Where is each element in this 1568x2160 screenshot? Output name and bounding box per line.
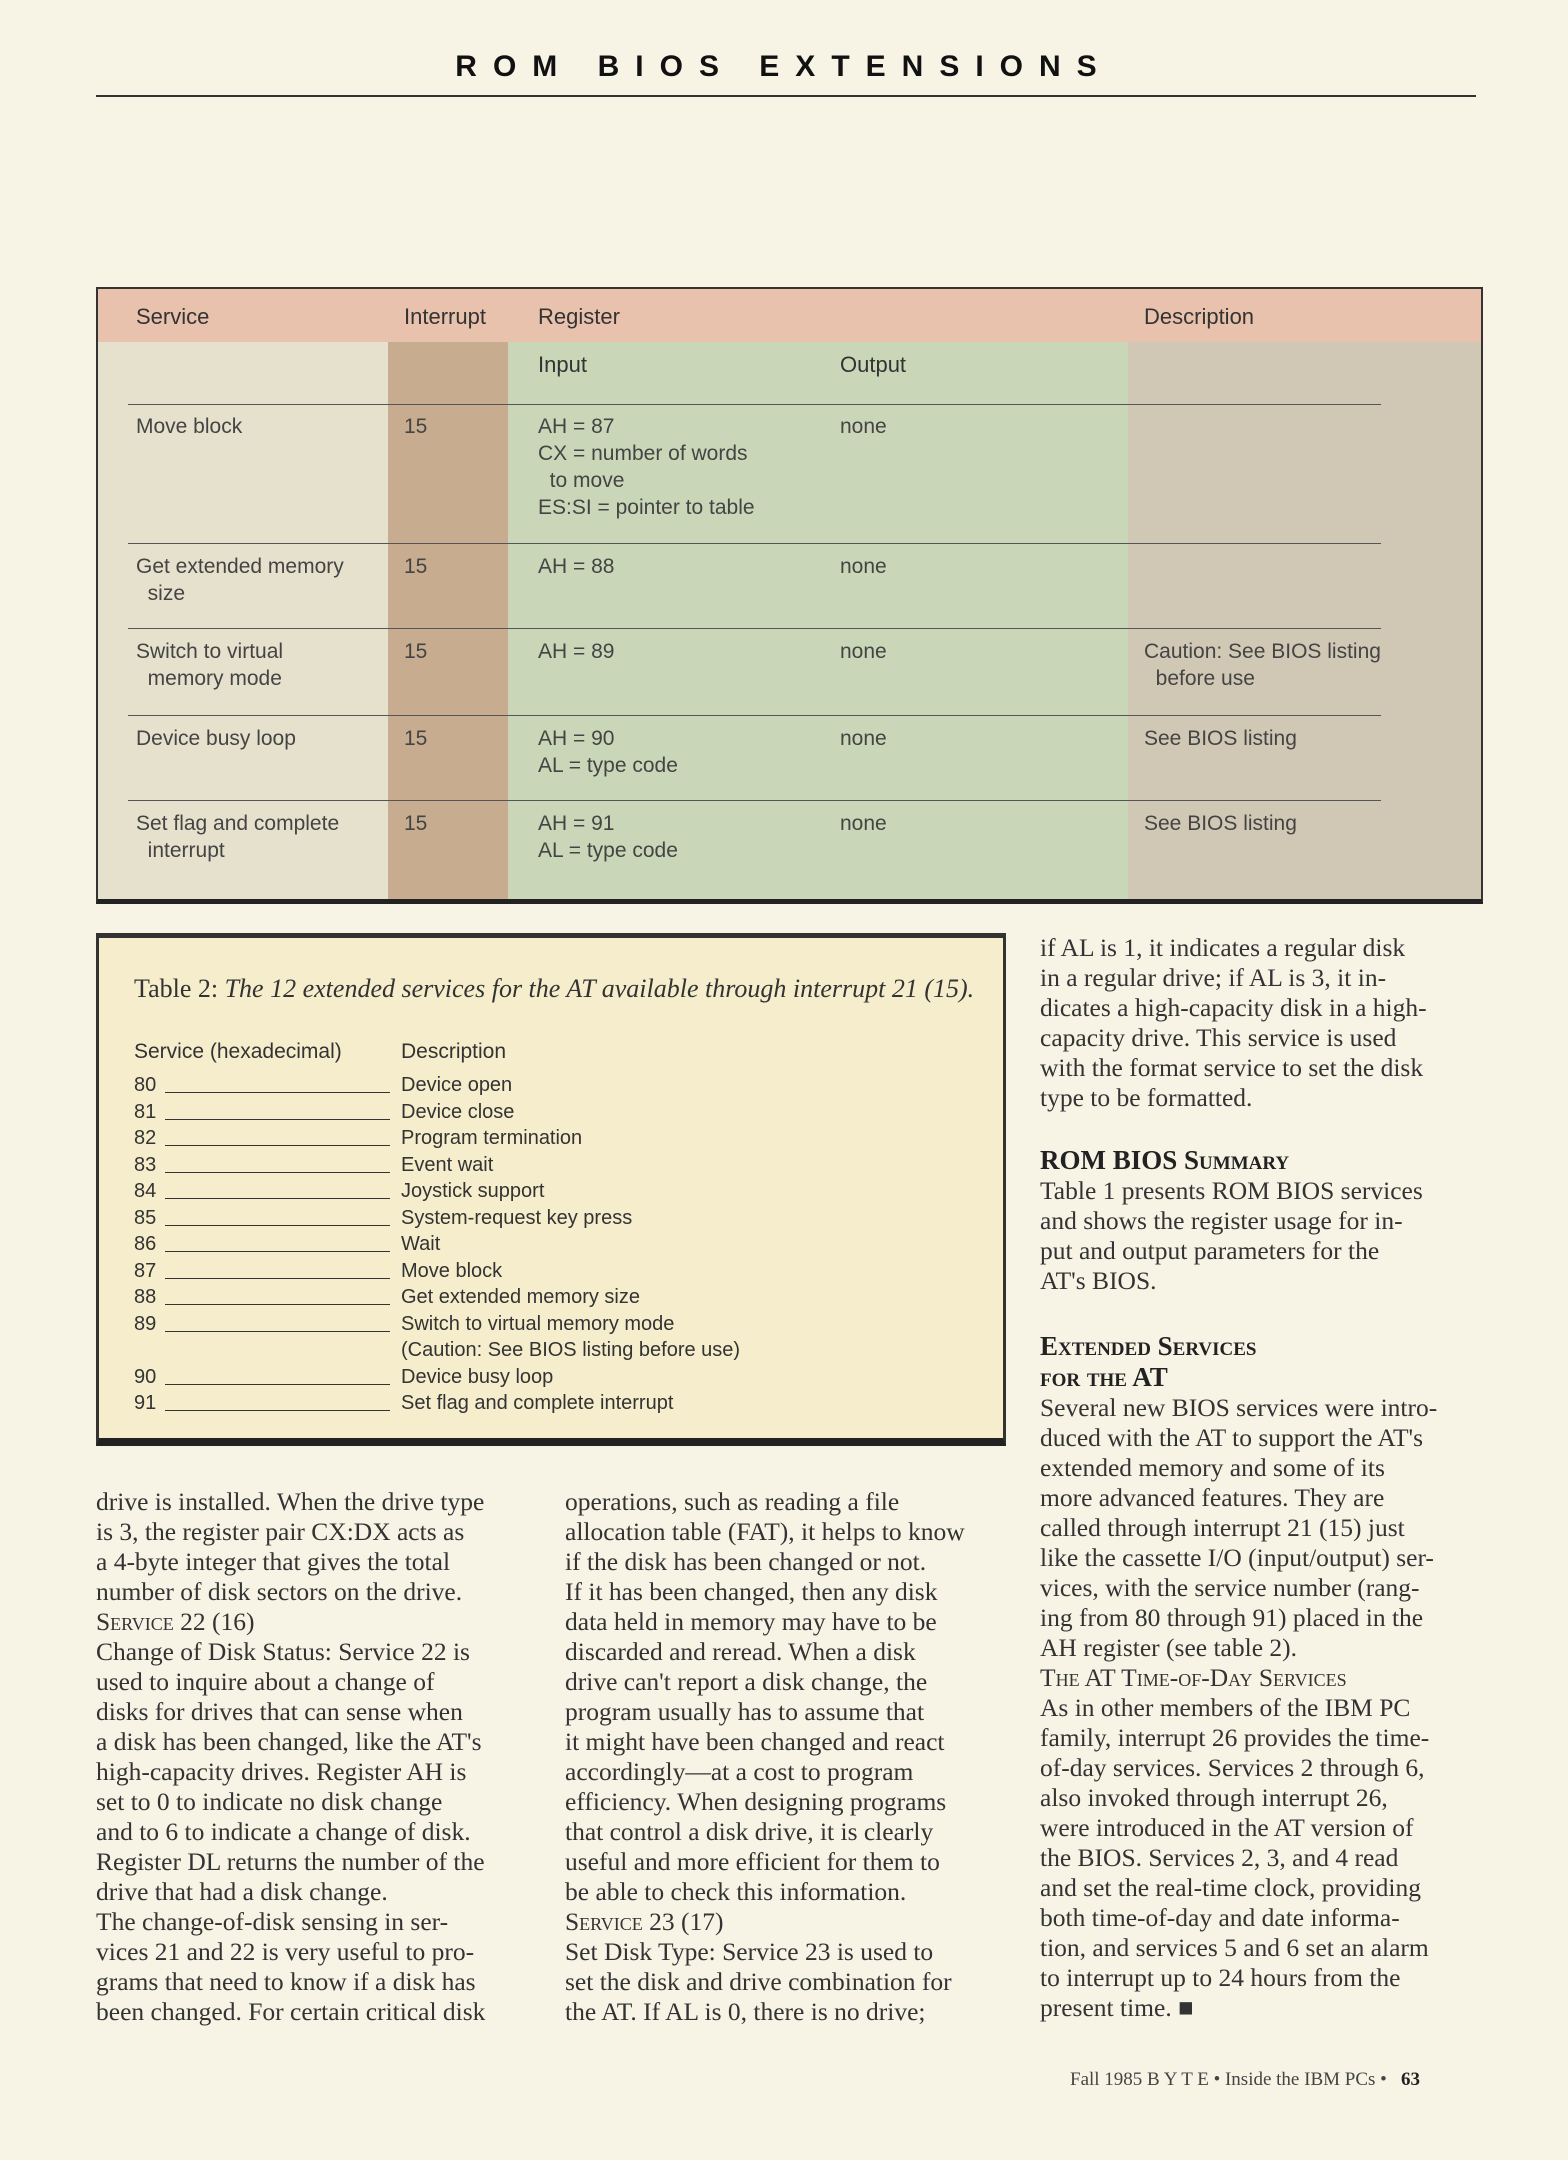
leader-line	[165, 1172, 390, 1173]
text-line: The change-of-disk sensing in ser-	[96, 1907, 449, 1936]
table-row-input: AH = 87 CX = number of words to move ES:SI = pointer to table	[538, 415, 755, 519]
text-line: data held in memory may have to be	[565, 1607, 937, 1636]
text-line: AH register (see table 2).	[1040, 1633, 1298, 1662]
table-row-service: Set flag and complete interrupt	[136, 812, 340, 862]
time-of-day-heading: The AT Time-of-Day Services	[1040, 1663, 1347, 1692]
text-line: called through interrupt 21 (15) just	[1040, 1513, 1405, 1542]
table-row-input: AH = 88	[538, 555, 615, 578]
list-item	[99, 1390, 999, 1416]
summary-heading: ROM BIOS Summary	[1040, 1145, 1290, 1175]
text-line: it might have been changed and react	[565, 1727, 945, 1756]
text-line: vices, with the service number (rang-	[1040, 1573, 1420, 1602]
col-header-input: Input	[538, 352, 587, 377]
text-line: operations, such as reading a file	[565, 1487, 900, 1516]
table-row-input: AH = 90 AL = type code	[538, 727, 678, 777]
service-code: 90	[134, 1365, 157, 1388]
text-line: set the disk and drive combination for	[565, 1967, 952, 1996]
list-item	[99, 1205, 999, 1231]
text-line: with the format service to set the disk	[1040, 1053, 1424, 1082]
text-line: disks for drives that can sense when	[96, 1697, 463, 1726]
text-line: in a regular drive; if AL is 3, it in-	[1040, 963, 1387, 992]
text-line: also invoked through interrupt 26,	[1040, 1783, 1388, 1812]
text-line: extended memory and some of its	[1040, 1453, 1385, 1482]
table-row-interrupt: 15	[404, 415, 428, 438]
service-code: 91	[134, 1392, 157, 1414]
page-number: 63	[1401, 2069, 1421, 2090]
extended-heading-line-1: Extended Services	[1040, 1331, 1257, 1361]
table-row-output: none	[840, 555, 887, 578]
text-line: both time-of-day and date informa-	[1040, 1903, 1400, 1932]
table-row-service: Get extended memory size	[136, 555, 344, 605]
service-code: 89	[134, 1312, 157, 1335]
leader-line	[165, 1198, 390, 1199]
extended-heading-line-2: for the AT	[1040, 1362, 1168, 1392]
leader-line	[165, 1145, 390, 1146]
text-line: put and output parameters for the	[1040, 1236, 1380, 1265]
text-line: Service 23 (17)	[565, 1907, 724, 1936]
text-line: family, interrupt 26 provides the time-	[1040, 1723, 1430, 1752]
text-line: set to 0 to indicate no disk change	[96, 1787, 443, 1816]
service-description: Switch to virtual memory mode	[401, 1312, 675, 1335]
leader-line	[165, 1092, 390, 1093]
text-line: If it has been changed, then any disk	[565, 1577, 938, 1606]
text-line: tion, and services 5 and 6 set an alarm	[1040, 1933, 1429, 1962]
table-row-interrupt: 15	[404, 555, 428, 578]
table-2-col-description: Description	[401, 1040, 507, 1063]
leader-line	[165, 1331, 390, 1332]
text-line: a disk has been changed, like the AT's	[96, 1727, 482, 1756]
service-description: Device open	[401, 1074, 513, 1096]
text-line: to interrupt up to 24 hours from the	[1040, 1963, 1401, 1992]
summary-text	[1040, 1176, 1423, 1296]
table-row-output: none	[840, 727, 887, 750]
text-line: accordingly—at a cost to program	[565, 1757, 914, 1786]
text-line: program usually has to assume that	[565, 1697, 925, 1726]
leader-line	[165, 1119, 390, 1120]
text-line: efficiency. When designing programs	[565, 1787, 947, 1816]
service-code: 82	[134, 1127, 157, 1149]
text-line: used to inquire about a change of	[96, 1667, 435, 1696]
text-line: if AL is 1, it indicates a regular disk	[1040, 933, 1406, 962]
list-item	[99, 1364, 999, 1390]
list-item	[99, 1152, 999, 1178]
service-description: Event wait	[401, 1153, 494, 1176]
text-line: been changed. For certain critical disk	[96, 1997, 486, 2026]
list-item	[99, 1284, 999, 1310]
text-line: more advanced features. They are	[1040, 1483, 1385, 1512]
table-1-header-row	[98, 289, 1481, 342]
text-line: drive is installed. When the drive type	[96, 1487, 485, 1516]
text-line: useful and more efficient for them to	[565, 1847, 940, 1876]
service-code: 83	[134, 1153, 157, 1176]
leader-line	[165, 1410, 390, 1411]
service-code: 88	[134, 1286, 157, 1308]
text-line: allocation table (FAT), it helps to know	[565, 1517, 965, 1546]
table-row-interrupt: 15	[404, 727, 428, 750]
service-description: (Caution: See BIOS listing before use)	[401, 1339, 741, 1361]
service-description: Device busy loop	[401, 1365, 554, 1388]
col-header-interrupt: Interrupt	[404, 304, 486, 329]
list-item	[99, 1178, 999, 1204]
leader-line	[165, 1304, 390, 1305]
service-code: 84	[134, 1180, 157, 1202]
table-row-output: none	[840, 415, 887, 438]
leader-line	[165, 1278, 390, 1279]
col-header-service: Service	[136, 304, 210, 329]
service-code: 87	[134, 1259, 157, 1282]
service-description: Move block	[401, 1259, 503, 1282]
col-header-register: Register	[538, 304, 620, 329]
table-row-input: AH = 89	[538, 640, 615, 663]
text-line: Change of Disk Status: Service 22 is	[96, 1637, 470, 1666]
text-line: duced with the AT to support the AT's	[1040, 1423, 1424, 1452]
list-item	[99, 1337, 999, 1363]
service-description: Get extended memory size	[401, 1286, 640, 1308]
leader-line	[165, 1251, 390, 1252]
head-rule	[96, 95, 1476, 97]
body-column-3-top	[1040, 933, 1427, 1113]
service-description: Device close	[401, 1100, 515, 1123]
service-description: Set flag and complete interrupt	[401, 1392, 674, 1414]
table-2-col-service: Service (hexadecimal)	[134, 1040, 342, 1063]
table-row-service: Device busy loop	[136, 727, 296, 750]
text-line: AT's BIOS.	[1040, 1266, 1157, 1295]
text-line: grams that need to know if a disk has	[96, 1967, 476, 1996]
table-row-interrupt: 15	[404, 812, 428, 835]
text-line: Set Disk Type: Service 23 is used to	[565, 1937, 934, 1966]
text-line: Table 1 presents ROM BIOS services	[1040, 1176, 1423, 1205]
leader-line	[165, 1225, 390, 1226]
list-item	[99, 1099, 999, 1125]
table-row-input: AH = 91 AL = type code	[538, 812, 678, 862]
text-line: capacity drive. This service is used	[1040, 1023, 1397, 1052]
leader-line	[165, 1384, 390, 1385]
text-line: high-capacity drives. Register AH is	[96, 1757, 467, 1786]
service-description: System-request key press	[401, 1206, 633, 1229]
service-code: 80	[134, 1074, 157, 1096]
table-row-service: Move block	[136, 415, 243, 438]
service-code: 81	[134, 1100, 157, 1123]
page-footer: Fall 1985 B Y T E • Inside the IBM PCs • 63	[1070, 2069, 1421, 2090]
text-line: Register DL returns the number of the	[96, 1847, 485, 1876]
list-item	[99, 1311, 999, 1337]
text-line: Service 22 (16)	[96, 1607, 255, 1636]
body-column-2	[565, 1487, 965, 2027]
text-line: dicates a high-capacity disk in a high-	[1040, 993, 1427, 1022]
table-2	[96, 933, 1006, 1446]
text-line: Several new BIOS services were intro-	[1040, 1393, 1438, 1422]
list-item	[99, 1231, 999, 1257]
text-line: that control a disk drive, it is clearly	[565, 1817, 934, 1846]
text-line: like the cassette I/O (input/output) ser-	[1040, 1543, 1434, 1572]
table-row-output: none	[840, 812, 887, 835]
text-line: drive that had a disk change.	[96, 1877, 388, 1906]
col-header-description: Description	[1144, 304, 1255, 329]
text-line: type to be formatted.	[1040, 1083, 1253, 1112]
text-line: if the disk has been changed or not.	[565, 1547, 927, 1576]
table-row-interrupt: 15	[404, 640, 428, 663]
table-row-description: See BIOS listing	[1144, 812, 1297, 835]
text-line: were introduced in the AT version of	[1040, 1813, 1414, 1842]
table-row-output: none	[840, 640, 887, 663]
table-row-description: Caution: See BIOS listing before use	[1144, 640, 1381, 690]
text-line: the BIOS. Services 2, 3, and 4 read	[1040, 1843, 1399, 1872]
service-description: Program termination	[401, 1127, 583, 1149]
col-header-output: Output	[840, 352, 907, 377]
table-row-service: Switch to virtual memory mode	[136, 640, 284, 690]
text-line: and set the real-time clock, providing	[1040, 1873, 1421, 1902]
running-head: ROM BIOS EXTENSIONS	[455, 50, 1113, 83]
table-2-caption: Table 2: The 12 extended services for the AT available through interrupt 21 (15).	[134, 974, 975, 1003]
service-description: Wait	[401, 1233, 441, 1255]
service-description: Joystick support	[401, 1180, 545, 1202]
list-item	[99, 1258, 999, 1284]
text-line: drive can't report a disk change, the	[565, 1667, 928, 1696]
text-line: number of disk sectors on the drive.	[96, 1577, 463, 1606]
text-line: be able to check this information.	[565, 1877, 907, 1906]
text-line: the AT. If AL is 0, there is no drive;	[565, 1997, 926, 2026]
text-line: present time. ■	[1040, 1993, 1194, 2022]
list-item	[99, 1072, 999, 1098]
list-item	[99, 1125, 999, 1151]
table-1	[96, 287, 1483, 904]
text-line: and to 6 to indicate a change of disk.	[96, 1817, 471, 1846]
text-line: As in other members of the IBM PC	[1040, 1693, 1411, 1722]
text-line: is 3, the register pair CX:DX acts as	[96, 1517, 465, 1546]
service-code: 85	[134, 1206, 157, 1229]
text-line: of-day services. Services 2 through 6,	[1040, 1753, 1425, 1782]
text-line: a 4-byte integer that gives the total	[96, 1547, 451, 1576]
table-row-description: See BIOS listing	[1144, 727, 1297, 750]
extended-text	[1040, 1393, 1437, 1663]
time-of-day-text	[1040, 1693, 1429, 2023]
text-line: ing from 80 through 91) placed in the	[1040, 1603, 1424, 1632]
service-code: 86	[134, 1233, 157, 1255]
text-line: discarded and reread. When a disk	[565, 1637, 916, 1666]
text-line: vices 21 and 22 is very useful to pro-	[96, 1937, 475, 1966]
body-column-1	[96, 1487, 485, 2027]
text-line: and shows the register usage for in-	[1040, 1206, 1403, 1235]
